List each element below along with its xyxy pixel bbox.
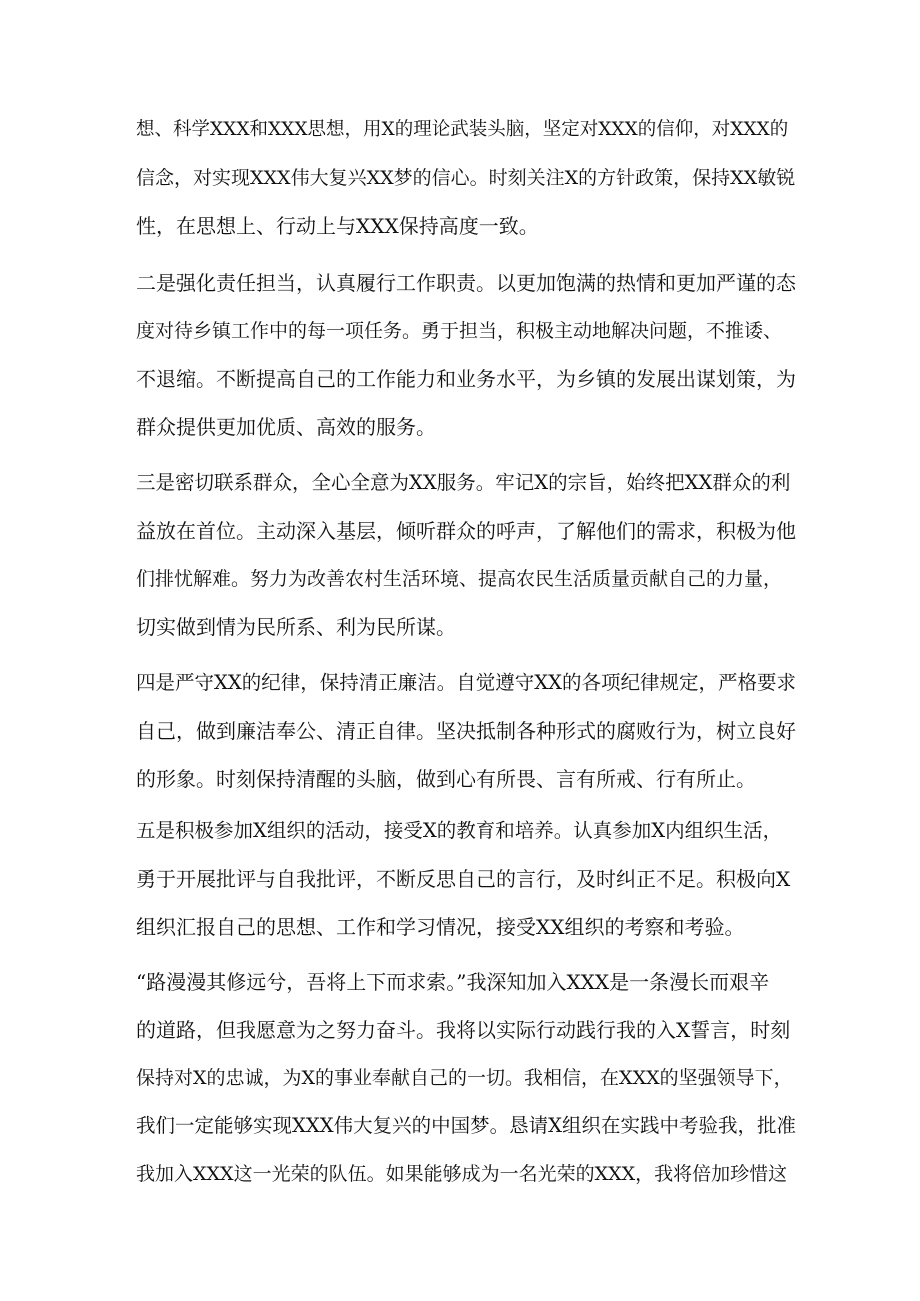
text-line: 不退缩。不断提高自己的工作能力和业务水平，为乡镇的发展出谋划策，为 xyxy=(136,367,796,391)
text-line: 二是强化责任担当，认真履行工作职责。以更加饱满的热情和更加严谨的态 xyxy=(136,271,796,295)
text-line: 性，在思想上、行动上与XXX保持高度一致。 xyxy=(136,214,539,238)
text-line: 们排忧解难。努力为改善农村生活环境、提高农民生活质量贡献自己的力量， xyxy=(136,568,783,590)
text-line: 保持对X的忠诚，为X的事业奉献自己的一切。我相信，在XXX的坚强领导下， xyxy=(136,1067,793,1089)
text-line: 的形象。时刻保持清醒的头脑，做到心有所畏、言有所戒、行有所止。 xyxy=(136,767,756,791)
text-line: 我加入XXX这一光荣的队伍。如果能够成为一名光荣的XXX，我将倍加珍惜这 xyxy=(136,1163,788,1185)
text-line: 四是严守XX的纪律，保持清正廉洁。自觉遵守XX的各项纪律规定，严格要求 xyxy=(136,671,797,694)
text-line: 切实做到情为民所系、利为民所谋。 xyxy=(136,615,456,639)
text-line: 度对待乡镇工作中的每一项任务。勇于担当，积极主动地解决问题，不推诿、 xyxy=(136,320,783,342)
text-line: 群众提供更加优质、高效的服务。 xyxy=(136,415,436,439)
text-line: 益放在首位。主动深入基层，倾听群众的呼声，了解他们的需求，积极为他 xyxy=(136,519,796,543)
text-line: 想、科学XXX和XXX思想，用X的理论武装头脑，坚定对XXX的信仰，对XXX的 xyxy=(136,119,789,140)
text-line: “路漫漫其修远兮，吾将上下而求索。”我深知加入XXX是一条漫长而艰辛 xyxy=(136,970,770,994)
text-line: 信念，对实现XXX伟大复兴XX梦的信心。时刻关注X的方针政策，保持XX敏锐 xyxy=(136,167,796,189)
text-line: 我们一定能够实现XXX伟大复兴的中国梦。恳请X组织在实践中考验我，批准 xyxy=(136,1114,797,1137)
text-line: 组织汇报自己的思想、工作和学习情况，接受XX组织的考察和考验。 xyxy=(136,915,745,939)
text-line: 勇于开展批评与自我批评，不断反思自己的言行，及时纠正不足。积极向X xyxy=(136,867,791,891)
text-line: 三是密切联系群众，全心全意为XX服务。牢记X的宗旨，始终把XX群众的利 xyxy=(136,471,791,494)
text-line: 的道路，但我愿意为之努力奋斗。我将以实际行动践行我的入X誓言，时刻 xyxy=(136,1018,791,1042)
text-line: 自己，做到廉洁奉公、清正自律。坚决抵制各种形式的腐败行为，树立良好 xyxy=(136,719,796,743)
text-line: 五是积极参加X组织的活动，接受X的教育和培养。认真参加X内组织生活， xyxy=(136,819,783,842)
